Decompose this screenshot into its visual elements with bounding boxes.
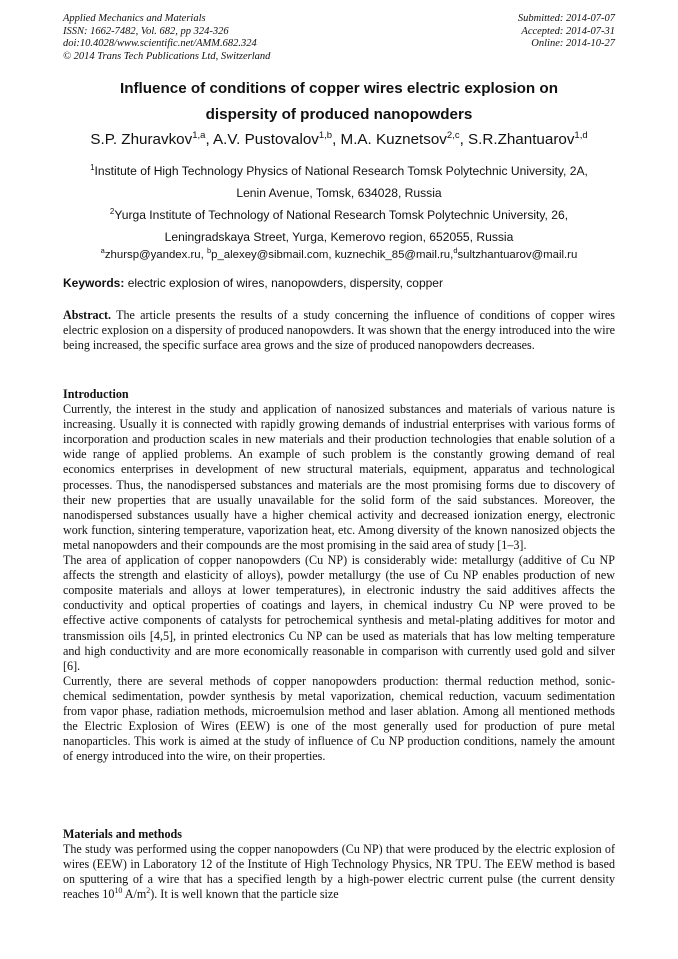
author-name: S.P. Zhuravkov [90, 131, 193, 149]
issn-line: ISSN: 1662-7482, Vol. 682, pp 324-326 [63, 25, 229, 37]
paragraph: The area of application of copper nanopowders (Cu NP) is considerably wide: metallurgy (additive of Cu NP affects the strength and elasticity of alloys), powder metallurgy (the use of Cu NP enables production of new composite materials and alloys at lower temperatures), in electronic industry the said additives affects the conductivity and optical properties of coatings and layers, in chemical industry Cu NP were proved to be effective active components of catalysts for petrochemical synthesis and metal-plating additives for motor and transmission oils [4,5], in printed electronics Cu NP can be used as materials that has low melting temperature and high conductivity and are more economically reasonable in comparison with currently used gold and silver [6]. [63, 553, 615, 673]
paragraph-text: ). It is well known that the particle size [150, 887, 339, 902]
paragraph-text: A/m [122, 887, 147, 902]
affiliation-text: Lenin Avenue, Tomsk, 634028, Russia [236, 185, 442, 200]
methods-section [63, 827, 615, 902]
paragraph: Currently, there are several methods of copper nanopowders production: thermal reduction method, sonic-chemical sedimentation, powder synthesis by metal vaporization, chemical reduction, vacuum sedimentation from vapor phase, radiation methods, microemulsion method and laser ablation. Among all mentioned methods the Electric Explosion of Wires (EEW) is one of the most generally used for production of pure metal nanoparticles. This work is aimed at the study of influence of Cu NP production conditions, namely the amount of energy introduced into the wire, on their properties. [63, 673, 615, 764]
copyright-line: © 2014 Trans Tech Publications Ltd, Switzerland [63, 50, 271, 62]
abstract-section [63, 308, 615, 353]
affiliation-mark: 1 [90, 163, 95, 172]
affiliation-text: Institute of High Technology Physics of National Research Tomsk Polytechnic University, 2A, [94, 164, 588, 179]
affiliation-text: Yurga Institute of Technology of National Research Tomsk Polytechnic University, 26, [114, 208, 569, 223]
keywords-label: Keywords: [63, 276, 125, 290]
email-text: p_alexey@sibmail.com, kuznechik_85@mail.ru, [211, 248, 454, 261]
author-affil-mark: 2,c [446, 130, 460, 141]
email-text: sultzhantuarov@mail.ru [457, 248, 578, 261]
section-heading: Materials and methods [63, 827, 182, 841]
affiliation-2 [40, 201, 638, 248]
paragraph: Currently, the interest in the study and application of nanosized substances and materials of various nature is increasing. Usually it is connected with rapidly growing demands of industrial enterprises with various forms of incorporation and production scales in new materials and their production technologies that enable solution of a wide range of applied problems. An example of such problem is the constantly growing demand of real economics enterprises in development of new structural materials, equipment, apparatus and technological processes. Thus, the nanodispersed substances and materials are the most promising forms due to discovery of their new properties that are usually unavailable for the solid form of the said substances. Moreover, the nanodispersed substances usually have a higher chemical activity and decreased ionization energy, electronic work function, sintering temperature, vaporization heat, etc. Among diversity of the known nanosized objects the metal nanopowders and their compounds are the most promising in the said area of study [1–3]. [63, 402, 615, 552]
paragraph-text: The study was performed using the copper nanopowders (Cu NP) that were produced by the electric explosion of wires (EEW) in Laboratory 12 of the Institute of High Technology Physics, NR TPU. The EEW method is based on sputtering of a wire that has a specified length by a high-power electric current pulse (the current density reaches 10 [63, 842, 615, 902]
exponent: 2 [146, 886, 151, 896]
journal-header-left [63, 13, 270, 63]
abstract-label: Abstract. [63, 308, 112, 322]
section-heading: Introduction [63, 387, 129, 401]
title-line-2: dispersity of produced nanopowders [205, 106, 473, 123]
author-emails [30, 246, 648, 261]
author-list: S.P. Zhuravkov$^{1,a}$, A.V. Pustovalov$^{1,b}$, M.A. Kuznetsov$^{2,c}$, S.R.Zhantuarov$^{1,d}$ [90, 130, 588, 149]
doi-line: doi:10.4028/www.scientific.net/AMM.682.324 [63, 38, 257, 50]
author-name: A.V. Pustovalov [213, 131, 319, 149]
author-name: S.R.Zhantuarov [468, 131, 575, 149]
affiliation-mark: 2 [109, 207, 115, 216]
journal-name: Applied Mechanics and Materials [63, 13, 206, 24]
accepted-date: Accepted: 2014-07-31 [521, 25, 615, 37]
email-text: zhursp@yandex.ru, [104, 248, 207, 261]
exponent: 10 [114, 886, 123, 896]
title-line-1: Influence of conditions of copper wires electric explosion on [120, 80, 558, 97]
journal-header-right [518, 13, 615, 51]
paper-title [40, 78, 638, 126]
email-mark: b [206, 246, 212, 255]
introduction-section [63, 387, 615, 764]
online-date: Online: 2014-10-27 [531, 38, 615, 50]
email-mark: a [100, 246, 105, 255]
author-affil-mark: 1,d [574, 130, 588, 141]
author-affil-mark: 1,a [192, 130, 206, 141]
keywords-line [63, 276, 443, 290]
affiliation-1 [40, 157, 638, 204]
keywords-text: electric explosion of wires, nanopowders, dispersity, copper [124, 276, 443, 290]
submitted-date: Submitted: 2014-07-07 [517, 13, 615, 24]
author-name: M.A. Kuznetsov [340, 131, 447, 149]
email-mark: d [453, 246, 458, 255]
affiliation-text: Leningradskaya Street, Yurga, Kemerovo region, 652055, Russia [164, 229, 514, 244]
abstract-text: The article presents the results of a study concerning the influence of conditions of copper wires electric explosion on a dispersity of produced nanopowders. It was shown that the energy introduced into the wire being increased, the specific surface area grows and the size of produced nanopowders decreases. [63, 308, 615, 353]
author-affil-mark: 1,b [318, 130, 333, 141]
